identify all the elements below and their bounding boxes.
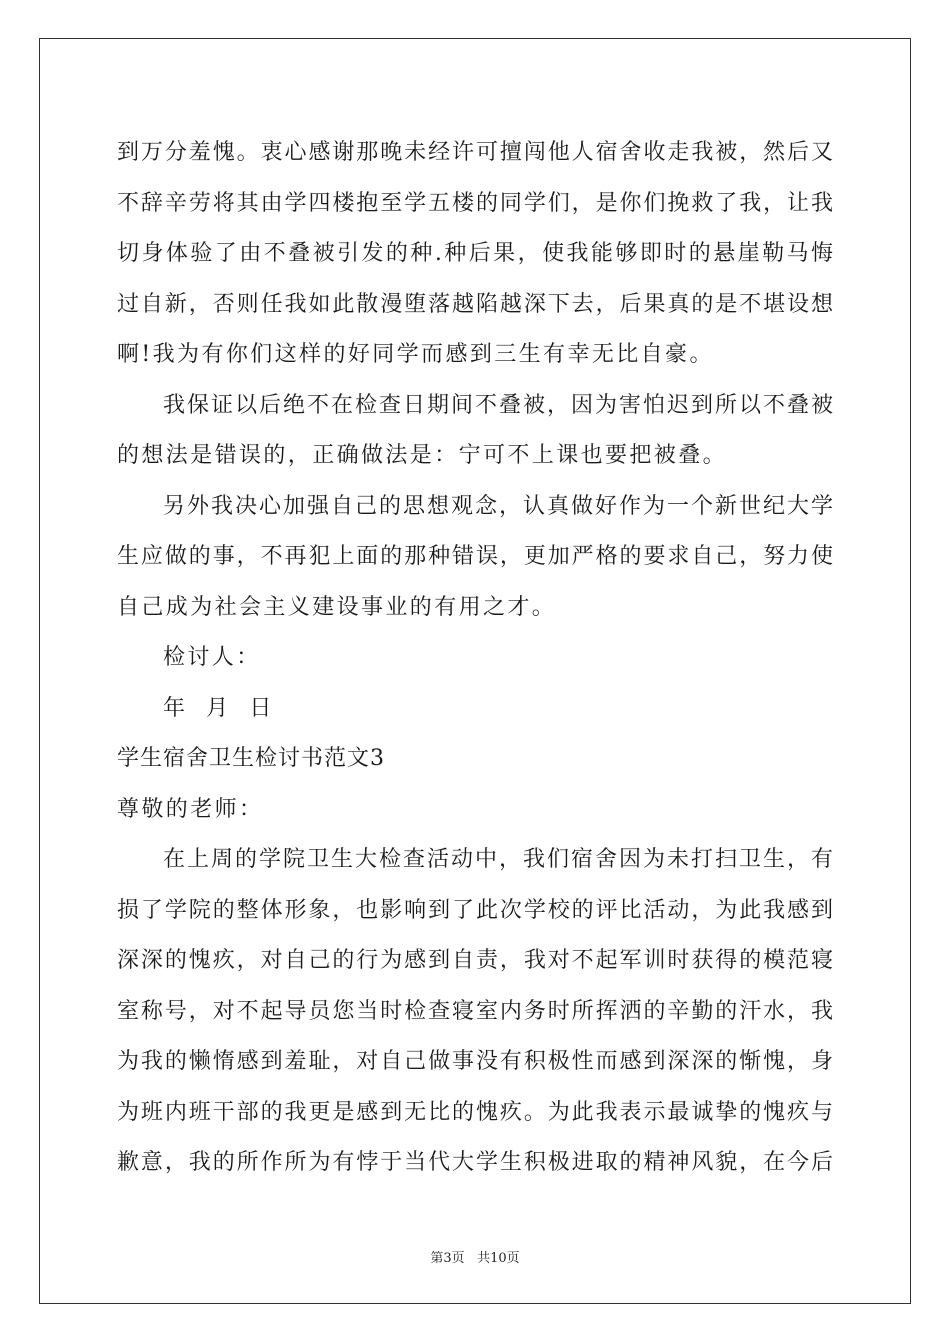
text-line: 另外我决心加强自己的思想观念，认真做好作为一个新世纪大学 (163, 493, 833, 519)
text-line: 不辞辛劳将其由学四楼抱至学五楼的同学们，是你们挽救了我，让我 (117, 190, 833, 216)
text-line: 过自新，否则任我如此散漫堕落越陷越深下去，后果真的是不堪设想 (117, 291, 833, 317)
text-line: 切身体验了由不叠被引发的种.种后果，使我能够即时的悬崖勒马悔 (117, 241, 833, 266)
text-line: 室称号，对不起导员您当时检查寝室内务时所挥洒的辛勤的汗水，我 (117, 998, 833, 1024)
signer-label: 检讨人： (163, 645, 261, 670)
text-line: 为班内班干部的我更是感到无比的愧疚。为此我表示最诚挚的愧疚与 (117, 1099, 833, 1125)
section-title: 学生宿舍卫生检讨书范文3 (117, 746, 385, 771)
text-line: 在上周的学院卫生大检查活动中，我们宿舍因为未打扫卫生，有 (163, 847, 833, 872)
text-line: 生应做的事，不再犯上面的那种错误，更加严格的要求自己，努力使 (117, 544, 833, 569)
text-line: 自己成为社会主义建设事业的有用之才。 (117, 594, 557, 620)
text-line: 为我的懒惰感到羞耻，对自己做事没有积极性而感到深深的惭愧，身 (117, 1049, 833, 1074)
document-body (117, 128, 833, 1189)
page-number: 第3页 (430, 1251, 465, 1266)
text-line: 我保证以后绝不在检查日期间不叠被，因为害怕迟到所以不叠被 (163, 392, 833, 418)
page-total: 共10页 (477, 1251, 520, 1266)
text-line: 啊!我为有你们这样的好同学而感到三生有幸无比自豪。 (117, 342, 714, 367)
page-footer (0, 1247, 950, 1266)
date-line: 年 月 日 (163, 695, 274, 721)
text-line: 到万分羞愧。衷心感谢那晚未经许可擅闯他人宿舍收走我被，然后又 (117, 140, 833, 165)
text-line: 歉意，我的所作所为有悖于当代大学生积极进取的精神风貌，在今后 (117, 1150, 833, 1175)
text-line: 深深的愧疚，对自己的行为感到自责，我对不起军训时获得的模范寝 (117, 948, 833, 973)
text-line: 损了学院的整体形象，也影响到了此次学校的评比活动，为此我感到 (117, 897, 833, 923)
salutation: 尊敬的老师： (117, 796, 264, 822)
text-line: 的想法是错误的，正确做法是：宁可不上课也要把被叠。 (117, 443, 728, 468)
